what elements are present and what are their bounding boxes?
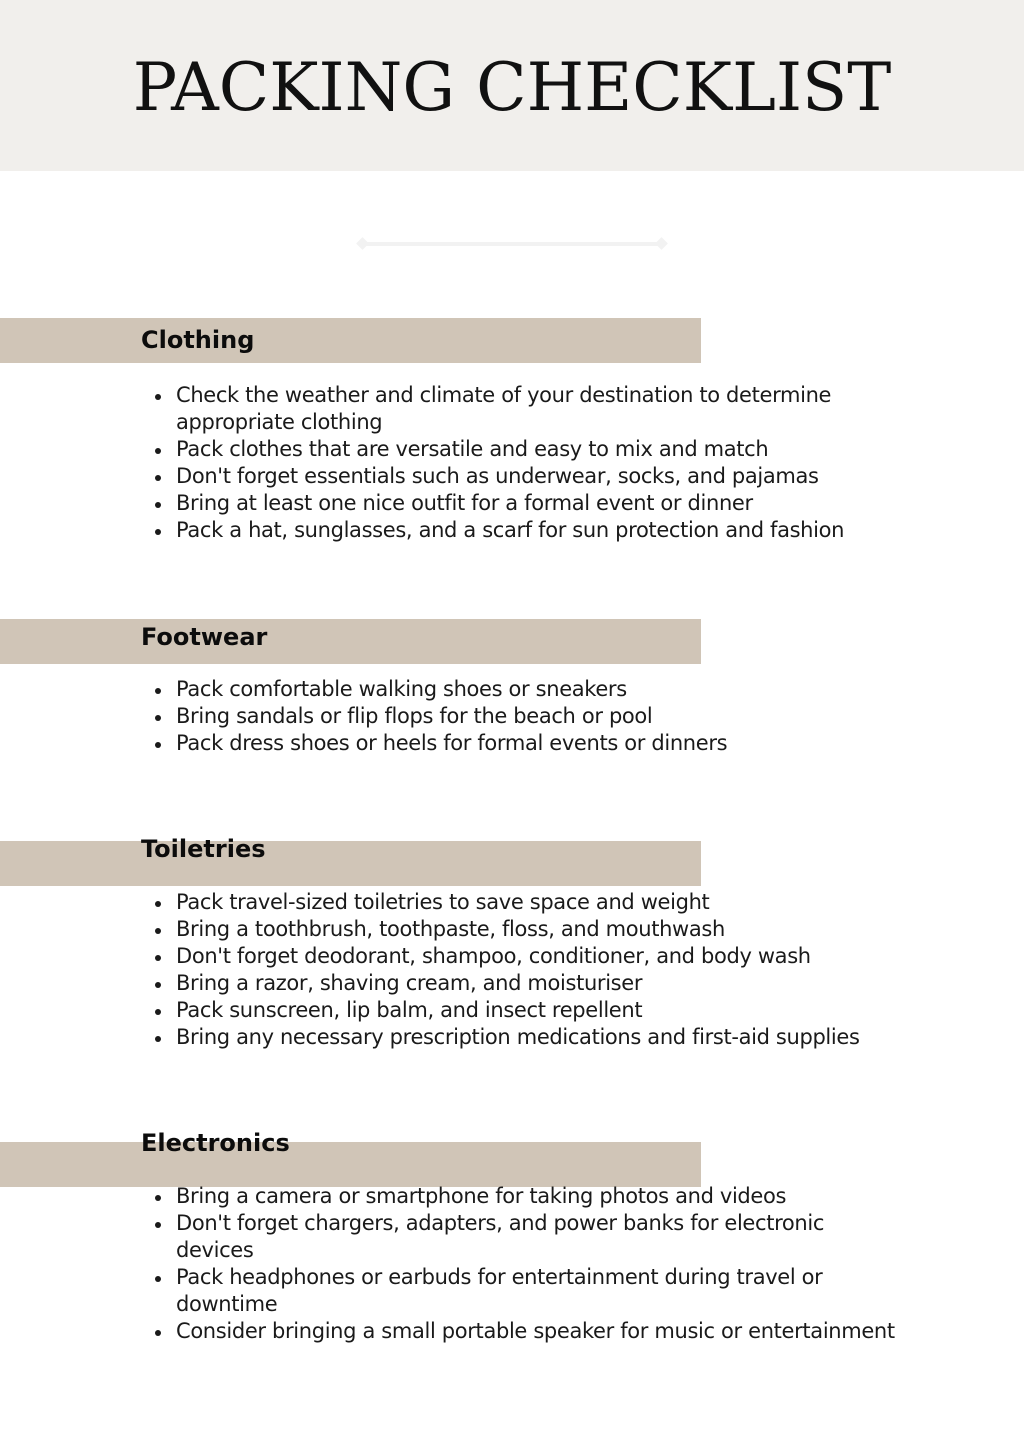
list-item: Don't forget deodorant, shampoo, conditioner, and body wash <box>0 943 906 970</box>
item-list <box>0 382 906 544</box>
item-list <box>0 676 906 757</box>
section-title: Clothing <box>141 326 255 354</box>
list-item: Bring at least one nice outfit for a formal event or dinner <box>0 490 906 517</box>
section-title: Toiletries <box>141 835 266 863</box>
list-item: Pack travel-sized toiletries to save space and weight <box>0 889 906 916</box>
item-list <box>0 889 906 1051</box>
list-item: Pack sunscreen, lip balm, and insect repellent <box>0 997 906 1024</box>
list-item: Pack clothes that are versatile and easy to mix and match <box>0 436 906 463</box>
section-band <box>0 619 701 664</box>
list-item: Pack a hat, sunglasses, and a scarf for sun protection and fashion <box>0 517 906 544</box>
header-banner <box>0 0 1024 171</box>
list-item: Bring a toothbrush, toothpaste, floss, and mouthwash <box>0 916 906 943</box>
list-item: Don't forget essentials such as underwear, socks, and pajamas <box>0 463 906 490</box>
section-title: Electronics <box>141 1129 290 1157</box>
list-item: Don't forget chargers, adapters, and power banks for electronic devices <box>0 1210 906 1264</box>
section-band <box>0 1142 701 1187</box>
list-item: Check the weather and climate of your destination to determine appropriate clothing <box>0 382 906 436</box>
list-item: Bring a camera or smartphone for taking photos and videos <box>0 1183 906 1210</box>
decorative-divider <box>356 237 668 251</box>
page-title: PACKING CHECKLIST <box>132 49 892 126</box>
list-item: Consider bringing a small portable speaker for music or entertainment <box>0 1318 906 1345</box>
list-item: Pack dress shoes or heels for formal events or dinners <box>0 730 906 757</box>
list-item: Pack headphones or earbuds for entertainment during travel or downtime <box>0 1264 906 1318</box>
list-item: Bring sandals or flip flops for the beach or pool <box>0 703 906 730</box>
item-list <box>0 1183 906 1345</box>
section-band <box>0 841 701 886</box>
section-title: Footwear <box>141 623 268 651</box>
list-item: Pack comfortable walking shoes or sneakers <box>0 676 906 703</box>
list-item: Bring any necessary prescription medications and first-aid supplies <box>0 1024 906 1051</box>
list-item: Bring a razor, shaving cream, and moisturiser <box>0 970 906 997</box>
section-band <box>0 318 701 363</box>
